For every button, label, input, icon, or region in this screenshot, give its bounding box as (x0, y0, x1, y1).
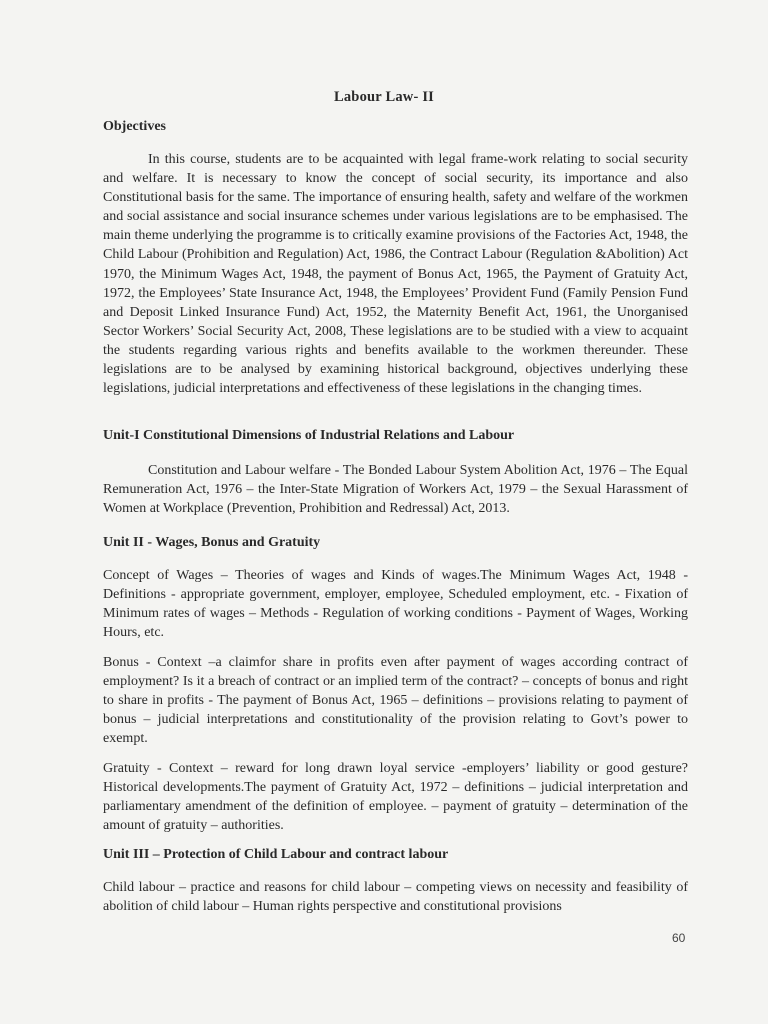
objectives-paragraph: In this course, students are to be acquainted with legal frame-work relating to social security and welfare. It is necessary to know the concept of social security, its importance and also Constitutional basis for the same. The importance of ensuring health, safety and welfare of the workmen and social assistance and social insurance schemes under various legislations are to be emphasised. The main theme underlying the programme is to critically examine provisions of the Factories Act, 1948, the Child Labour (Prohibition and Regulation) Act, 1986, the Contract Labour (Regulation &Abolition) Act 1970, the Minimum Wages Act, 1948, the payment of Bonus Act, 1965, the Payment of Gratuity Act, 1972, the Employees’ State Insurance Act, 1948, the Employees’ Provident Fund (Family Pension Fund and Deposit Linked Insurance Fund) Act, 1952, the Maternity Benefit Act, 1961, the Unorganised Sector Workers’ Social Security Act, 2008, These legislations are to be studied with a view to acquaint the students regarding various rights and benefits available to the workmen thereunder. These legislations are to be analysed by examining historical background, objectives underlying these legislations, judicial interpretations and effectiveness of these legislations in the changing times. (103, 152, 688, 397)
unit1-heading: Unit-I Constitutional Dimensions of Industrial Relations and Labour (103, 428, 515, 443)
unit2-paragraph-wages: Concept of Wages – Theories of wages and Kinds of wages.The Minimum Wages Act, 1948 - Definitions - appropriate government, employer, employee, Scheduled employment, etc. - Fixation of Minimum rates of wages – Methods - Regulation of working conditions - Payment of Wages, Working Hours, etc. (103, 568, 688, 641)
unit3-paragraph: Child labour – practice and reasons for child labour – competing views on necessity and feasibility of abolition of child labour – Human rights perspective and constitutional provisions (103, 880, 688, 915)
unit2-paragraph-bonus: Bonus - Context –a claimfor share in profits even after payment of wages according contract of employment? Is it a breach of contract or an implied term of the contract? – concepts of bonus and right to share in profits - The payment of Bonus Act, 1965 – definitions – provisions relating to payment of bonus – judicial interpretations and constitutionality of the provision relating to Govt’s power to exempt. (103, 655, 688, 747)
page-number: 60 (672, 931, 686, 945)
unit2-heading: Unit II - Wages, Bonus and Gratuity (103, 535, 321, 550)
unit1-paragraph: Constitution and Labour welfare - The Bonded Labour System Abolition Act, 1976 – The Equal Remuneration Act, 1976 – the Inter-State Migration of Workers Act, 1979 – the Sexual Harassment of Women at Workplace (Prevention, Prohibition and Redressal) Act, 2013. (103, 463, 688, 517)
unit3-heading: Unit III – Protection of Child Labour and contract labour (103, 847, 449, 862)
unit2-paragraph-gratuity: Gratuity - Context – reward for long drawn loyal service -employers’ liability or good gesture? Historical developments.The payment of Gratuity Act, 1972 – definitions – judicial interpretation and parliamentary amendment of the definition of employee. – payment of gratuity – determination of the amount of gratuity – authorities. (103, 761, 688, 834)
document-title: Labour Law- II (333, 89, 435, 105)
objectives-heading: Objectives (103, 119, 166, 134)
